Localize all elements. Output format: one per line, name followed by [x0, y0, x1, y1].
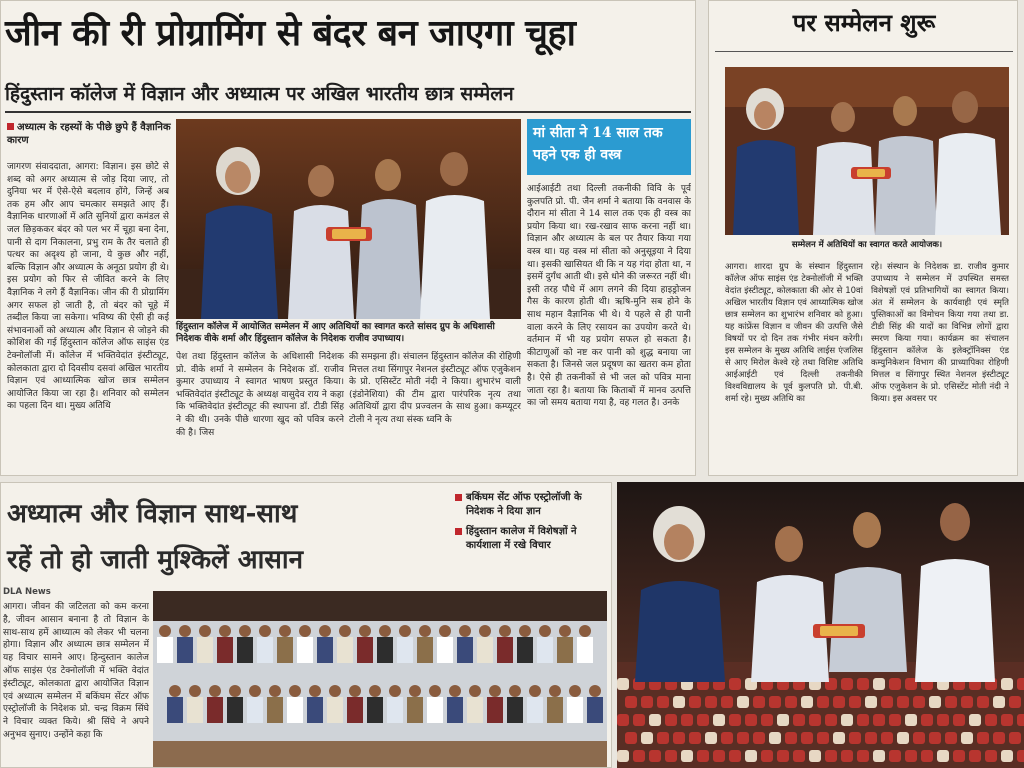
audience-seat [905, 714, 917, 726]
crowd-body [187, 697, 203, 723]
audience-seat [977, 732, 989, 744]
crowd-body [567, 697, 583, 723]
dateline: DLA News [3, 587, 51, 597]
crowd-body [247, 697, 263, 723]
audience-seat [889, 714, 901, 726]
audience-seat [841, 750, 853, 762]
audience-seat [833, 696, 845, 708]
crowd-body [437, 637, 453, 663]
crowd-body [307, 697, 323, 723]
audience-seat [857, 750, 869, 762]
audience-seat [905, 750, 917, 762]
audience-seat [1009, 696, 1021, 708]
crowd-head [269, 685, 281, 697]
crowd-body [347, 697, 363, 723]
audience-seat [649, 714, 661, 726]
audience-seat [961, 696, 973, 708]
crowd-body [377, 637, 393, 663]
audience-seat [913, 732, 925, 744]
audience-seat [945, 696, 957, 708]
highlight-text: बकिंघम सेंट ऑफ एस्ट्रोलॉजी के निदेशक ने दिया ज्ञान [466, 492, 582, 517]
audience-seat [969, 714, 981, 726]
crowd-body [407, 697, 423, 723]
headline: पर सम्मेलन शुरू [792, 8, 936, 37]
crowd-head [279, 625, 291, 637]
headline-line-2: रहें तो हो जाती मुश्किलें आसान [7, 545, 304, 575]
divider [5, 111, 691, 113]
audience-seat [793, 714, 805, 726]
crowd-body [197, 637, 213, 663]
audience-seat [809, 750, 821, 762]
audience-seat [713, 750, 725, 762]
audience-seat [897, 696, 909, 708]
photo-guests-welcome [725, 67, 1009, 235]
audience-seat [801, 696, 813, 708]
audience-seat [753, 696, 765, 708]
headline-line-1: अध्यात्म और विज्ञान साथ-साथ [7, 499, 298, 529]
crowd-body [227, 697, 243, 723]
audience-seat [633, 750, 645, 762]
crowd-head [209, 685, 221, 697]
crowd-head [259, 625, 271, 637]
audience-seat [729, 678, 741, 690]
crowd-body [367, 697, 383, 723]
audience-seat [745, 714, 757, 726]
audience-seat [881, 696, 893, 708]
audience-seat [1009, 732, 1021, 744]
crowd-body [547, 697, 563, 723]
audience-seat [881, 732, 893, 744]
bullet-highlight [7, 121, 171, 147]
audience-seat [1017, 714, 1024, 726]
audience-seat [961, 732, 973, 744]
bullet-text: अध्यात्म के रहस्यों के पीछे छुपे हैं वैज्ञानिक कारण [7, 122, 171, 146]
audience-seat [873, 678, 885, 690]
crowd-head [459, 625, 471, 637]
crowd-head [199, 625, 211, 637]
audience-seat [1017, 678, 1024, 690]
audience-seat [897, 732, 909, 744]
crowd-body [557, 637, 573, 663]
audience-seat [705, 732, 717, 744]
audience-seat [665, 714, 677, 726]
article-column-2: पेश तथा हिंदुस्तान कॉलेज के अधिशासी निदेशक प्रो. वीके शर्मा ने सम्मेलन के निदेशक डॉ. राजीव कुमार उपाध्याय ने स्वागत भाषण प्रस्तुत किया। भक्तिवेदांत इंस्टीट्यूट के अध्यक्ष वासुदेव राय ने कहा कि भक्तिवेदांत इंस्टीट्यूट की स्थापना डॉ. टीडी सिंह ने की थी। उनके पीछे धारणा खुद को पवित्र करने की है। जिस [176, 352, 344, 438]
crowd-head [349, 685, 361, 697]
audience-seat [625, 732, 637, 744]
crowd-head [529, 685, 541, 697]
crowd-body [527, 697, 543, 723]
crowd-body [297, 637, 313, 663]
audience-seat [737, 696, 749, 708]
crowd-body [517, 637, 533, 663]
crowd-body [417, 637, 433, 663]
audience-seat [617, 750, 629, 762]
crowd-head [179, 625, 191, 637]
crowd-body [287, 697, 303, 723]
crowd-head [239, 625, 251, 637]
crowd-body [207, 697, 223, 723]
crowd-head [299, 625, 311, 637]
audience-seat [937, 714, 949, 726]
sidebar-box-heading: मां सीता ने 14 साल तक पहने एक ही वस्त्र [527, 119, 691, 175]
clipping-gene-reprogramming [0, 0, 696, 476]
crowd-head [549, 685, 561, 697]
audience-seat [697, 714, 709, 726]
crowd-body [387, 697, 403, 723]
crowd-head [439, 625, 451, 637]
crowd-head [489, 685, 501, 697]
crowd-body [577, 637, 593, 663]
audience-seat [649, 750, 661, 762]
headline [7, 491, 447, 583]
crowd-body [177, 637, 193, 663]
audience-seat [737, 732, 749, 744]
audience-seat [817, 732, 829, 744]
clipping-spirituality-science [0, 482, 612, 768]
audience-seat [1017, 750, 1024, 762]
audience-seat [793, 750, 805, 762]
audience-seat [873, 714, 885, 726]
audience-seat [937, 750, 949, 762]
crowd-body [467, 697, 483, 723]
audience-seat [809, 714, 821, 726]
crowd-body [457, 637, 473, 663]
audience-seat [777, 750, 789, 762]
audience-seat [969, 750, 981, 762]
crowd-body [277, 637, 293, 663]
crowd-head [329, 685, 341, 697]
crowd-head [509, 685, 521, 697]
audience-seat [689, 696, 701, 708]
audience-seat [833, 732, 845, 744]
article-column-2: रहे। संस्थान के निदेशक डा. राजीव कुमार उपाध्याय ने सम्मेलन में उपस्थित समस्त विशेषज्ञों एवं प्रतिभागियों का स्वागत किया। अंत में सम्मेलन के कार्यवाही एवं स्मृति पुस्तिकाओं का विमोचन किया गया तथा डा. टीडी सिंह की यादों का विभिन्न लोगों द्वारा स्मरण किया गया। कार्यक्रम का संचालन हिंदुस्तान कॉलेज के इलेक्ट्रॉनिक्स एंड कम्युनिकेशन विभाग की प्राध्यापिका रोहिणी मित्तल व सिंगापुर स्थित नेशनल इंस्टीट्यूट ऑफ एजुकेशन के प्रो. एसिस्टेंट मोती नंदी ने किया। इस अवसर पर [871, 262, 1009, 404]
crowd-head [519, 625, 531, 637]
crowd-body [427, 697, 443, 723]
audience-seat [857, 714, 869, 726]
audience-seat [665, 750, 677, 762]
audience-seat [785, 732, 797, 744]
audience-seat [1001, 678, 1013, 690]
crowd-head [339, 625, 351, 637]
audience-seat [681, 714, 693, 726]
audience-seat [673, 696, 685, 708]
crowd-body [397, 637, 413, 663]
audience-seat [889, 750, 901, 762]
audience-seat [945, 732, 957, 744]
crowd-body [587, 697, 603, 723]
crowd-head [249, 685, 261, 697]
audience-seat [857, 678, 869, 690]
divider [715, 51, 1013, 52]
crowd-head [309, 685, 321, 697]
highlight-item [455, 525, 607, 553]
audience-seat [865, 732, 877, 744]
crowd-body [447, 697, 463, 723]
audience-seat [761, 714, 773, 726]
audience-seat [913, 696, 925, 708]
photo-guests-welcome [176, 119, 521, 319]
subheadline: हिंदुस्तान कॉलेज में विज्ञान और अध्यात्म पर अखिल भारतीय छात्र सम्मेलन [5, 83, 514, 105]
audience-seat [953, 750, 965, 762]
audience-seat [617, 714, 629, 726]
crowd-head [379, 625, 391, 637]
audience-seat [785, 696, 797, 708]
audience-seat [721, 732, 733, 744]
clipping-conference-begins [708, 0, 1018, 476]
audience-seat [993, 732, 1005, 744]
audience-seat [689, 732, 701, 744]
photo-auditorium-welcome [617, 482, 1024, 768]
crowd-head [569, 685, 581, 697]
crowd-head [359, 625, 371, 637]
audience-seat [729, 750, 741, 762]
crowd-body [477, 637, 493, 663]
audience-seat [713, 714, 725, 726]
audience-seat [657, 696, 669, 708]
crowd-body [487, 697, 503, 723]
audience-seat [985, 750, 997, 762]
audience-seat [673, 732, 685, 744]
crowd-head [469, 685, 481, 697]
article-column-4: आईआईटी तथा दिल्ली तकनीकी विवि के पूर्व कुलपति प्रो. पी. जैन शर्मा ने बताया कि वनवास के दौरान मां सीता ने 14 साल तक एक ही वस्त्र का प्रयोग किया था। रख-रखाव साफ करना नहीं था। विज्ञान और अध्यात्म के बल पर तैयार किया गया वस्त्र था। यह वस्त्र मां सीता को अनुसूइया ने दिया था। इसकी खासियत थी कि न यह गंदा होता था, न इसमें दुर्गंध आती थी। इसे धोने की जरूरत नहीं थी। इसी तरह पौधे में आग लगने की दिया हाइड्रोजन गैस के कारण होती थी। ऋषि-मुनि सब होने के साथ महान वैज्ञानिक भी थे। ये पहले से ही पानी वाला करने के लिए रसायन का उपयोग करते थे। वर्तमान में भी यह प्रयोग सफल हो सकता है। कीटाणुओं को नष्ट कर पानी को शुद्ध बनाया जा सकता है। जिनसे जल प्रदूषण का खतरा कम होता है। ऐसे ही तकनीकों से भी जल को पवित्र माना जाता रहा है। बताया कि किताबों में मानव उत्पत्ति का जो समय बताया गया है, वह गलत है। उनके [527, 184, 691, 409]
crowd-body [217, 637, 233, 663]
audience-seat [625, 696, 637, 708]
crowd-body [317, 637, 333, 663]
audience-seat [849, 732, 861, 744]
audience-seat [697, 750, 709, 762]
audience-seat [801, 732, 813, 744]
crowd-head [189, 685, 201, 697]
crowd-body [357, 637, 373, 663]
crowd-body [257, 637, 273, 663]
audience-seat [1001, 750, 1013, 762]
crowd-head [409, 685, 421, 697]
article-column-3: की समझना ही। संचालन हिंदुस्तान कॉलेज की रोहिणी मित्तल तथा सिंगापुर नेशनल इंस्टीट्यूट ऑफ एजुकेशन के प्रो. एसिस्टेंट मोती नंदी ने किया। शुभारंभ वाली (इंडोनेशिया) की टीम द्वारा पारंपरिक नृत्य तथा अतिथियों द्वारा दीप प्रज्वलन के साथ हुआ। कम्प्यूटर टोली ने नृत्य तथा संस्क ध्वनि के [349, 352, 521, 425]
crowd-body [267, 697, 283, 723]
headline: जीन की री प्रोग्रामिंग से बंदर बन जाएगा चूहा [5, 12, 576, 54]
crowd-body [167, 697, 183, 723]
crowd-body [327, 697, 343, 723]
audience-seat [873, 750, 885, 762]
audience-seat [633, 714, 645, 726]
audience-seat [817, 696, 829, 708]
highlight-text: हिंदुस्तान कालेज में विशेषज्ञों ने कार्यशाला में रखे विचार [466, 526, 577, 551]
audience-seat [753, 732, 765, 744]
audience-seat [849, 696, 861, 708]
audience-seat [953, 714, 965, 726]
bullet-square-icon [7, 123, 14, 130]
crowd-head [479, 625, 491, 637]
crowd-head [159, 625, 171, 637]
audience-seat [641, 732, 653, 744]
crowd-head [229, 685, 241, 697]
crowd-body [537, 637, 553, 663]
crowd-body [237, 637, 253, 663]
photo-group-students [153, 591, 607, 768]
crowd-head [559, 625, 571, 637]
photo-caption: हिंदुस्तान कॉलेज में आयोजित सम्मेलन में आए अतिथियों का स्वागत करते सांसद ग्रुप के अधिशासी निदेशक वीके शर्मा और हिंदुस्तान कॉलेज के निदेशक राजीव उपाध्याय। [176, 322, 495, 344]
audience-seat [921, 714, 933, 726]
photo-stage-and-audience [617, 482, 1024, 768]
audience-seat [841, 678, 853, 690]
article-column: आगरा। जीवन की जटिलता को कम करना है, जीवन आसान बनाना है तो विज्ञान के साथ-साथ हमें आध्यात्म को लेकर भी चलना होगा। विज्ञान और अध्यात्म छात्र सम्मेलन में यह विचार सामने आए। हिन्दुस्तान कालेज ऑफ साइंस एंड टेक्नोलॉजी में भक्ति वेदांत इंस्टीट्यूट, कोलकाता द्वारा आयोजित विज्ञान एवं अध्यात्म सम्मेलन में बकिंघम सेंटर ऑफ एस्ट्रोलॉजी के निदेशक प्रो. चन्द्र विक्रम सिंघे ने विचार व्यक्त किये। श्री सिंघे ने अपने अनुभव सुनाए। उन्होंने कहा कि [3, 602, 149, 740]
crowd-head [579, 625, 591, 637]
highlight-item [455, 491, 607, 519]
crowd-body [337, 637, 353, 663]
crowd-head [449, 685, 461, 697]
audience-seat [729, 714, 741, 726]
audience-seat [993, 696, 1005, 708]
audience-seat [721, 696, 733, 708]
audience-seat [761, 750, 773, 762]
crowd-head [219, 625, 231, 637]
audience-seat [977, 696, 989, 708]
crowd-body [157, 637, 173, 663]
bullet-square-icon [455, 528, 462, 535]
audience-seat [841, 714, 853, 726]
audience-seat [617, 678, 629, 690]
audience-seat [745, 750, 757, 762]
article-column-1: आगरा। शारदा ग्रुप के संस्थान हिंदुस्तान कॉलेज ऑफ साइंस एंड टेक्नोलॉजी में भक्ति वेदांत इंस्टीट्यूट, कोलकाता की ओर से 10वां अखिल भारतीय विज्ञान एवं आध्यात्मिक खोज छात्र सम्मेलन का शुभारंभ शनिवार को हुआ। यह कांफ्रेंस विज्ञान व जीवन की उत्पत्ति जैसे विषयों पर दो दिन तक गंभीर मंथन करेगी। इस सम्मेलन के मुख्य अतिथि लाईस एंजलिस से आए मिरोल केश्वे रहे तथा विशिष्ट अतिथि आईआईटी एवं दिल्ली तकनीकी विश्वविद्यालय के पूर्व कुलपति प्रो. पी.बी. शर्मा रहे। मुख्य अतिथि का [725, 262, 863, 404]
audience-seat [657, 732, 669, 744]
sidebar-highlights [455, 491, 607, 559]
audience-seat [681, 750, 693, 762]
article-column-1: जागरण संवाददाता, आगरा: विज्ञान। इस छोटे से शब्द को अगर अध्यात्म से जोड़ दिया जाए, तो दुनिया भर में ऐसे-ऐसे बदलाव होंगे, जिन्हें अब तक हम और आप चमत्कार समझते आए हैं। वैज्ञानिक धारणाओं में अति सुनियों द्वारा कमंडल से जल छिड़ककर बंदर को पल भर में चूहा बना देना, पानी से दाग निकालना, प्रभु राम के तैर चलाते ही पत्थर का अदृश्य हो जाना, ये कुछ और नहीं, बल्कि विज्ञान और अध्यात्म के अनूठा प्रयोग ही थे। इस प्रयोग को फिर से जीवित करने के लिए वैज्ञानिक ने लगे हैं वैज्ञानिक। जीन की री प्रोग्रामिंग अगर सफल हो जाती है, तो बंदर को चूहे में तब्दील किया जा सकेगा। भविष्य की ऐसी ही कई संभावनाओं को अध्यात्म और विज्ञान से जोड़ने की कोशिश की गई हिंदुस्तान कॉलेज ऑफ साइंस एंड टेक्नोलॉजी में। कॉलेज में भक्तिवेदांत इंस्टीट्यूट, कोलकाता द्वारा दो दिवसीय दसवां अखिल भारतीय विज्ञान एवं आध्यात्मिक खोज छात्र सम्मेलन आयोजित किया जा रहा है। शनिवार को सम्मेलन का पहला दिन था। मुख्य अतिथि [7, 162, 169, 412]
audience-seat [865, 696, 877, 708]
crowd-head [319, 625, 331, 637]
audience-seat [889, 678, 901, 690]
crowd-head [589, 685, 601, 697]
audience-seat [929, 696, 941, 708]
audience-seat [825, 750, 837, 762]
photo-caption: सम्मेलन में अतिथियों का स्वागत करते आयोजक। [791, 240, 943, 250]
audience-seat [769, 732, 781, 744]
audience-seat [921, 750, 933, 762]
crowd-head [289, 685, 301, 697]
audience-seat [705, 696, 717, 708]
audience-seat [641, 696, 653, 708]
crowd-head [499, 625, 511, 637]
audience-seat [777, 714, 789, 726]
audience-seat [825, 714, 837, 726]
crowd-head [399, 625, 411, 637]
crowd-head [539, 625, 551, 637]
audience-seat [985, 714, 997, 726]
crowd-body [507, 697, 523, 723]
bullet-square-icon [455, 494, 462, 501]
crowd-head [419, 625, 431, 637]
crowd-body [497, 637, 513, 663]
crowd-head [169, 685, 181, 697]
crowd-head [389, 685, 401, 697]
audience-seat [929, 732, 941, 744]
audience-seat [769, 696, 781, 708]
audience-seat [1001, 714, 1013, 726]
crowd-head [369, 685, 381, 697]
crowd-head [429, 685, 441, 697]
